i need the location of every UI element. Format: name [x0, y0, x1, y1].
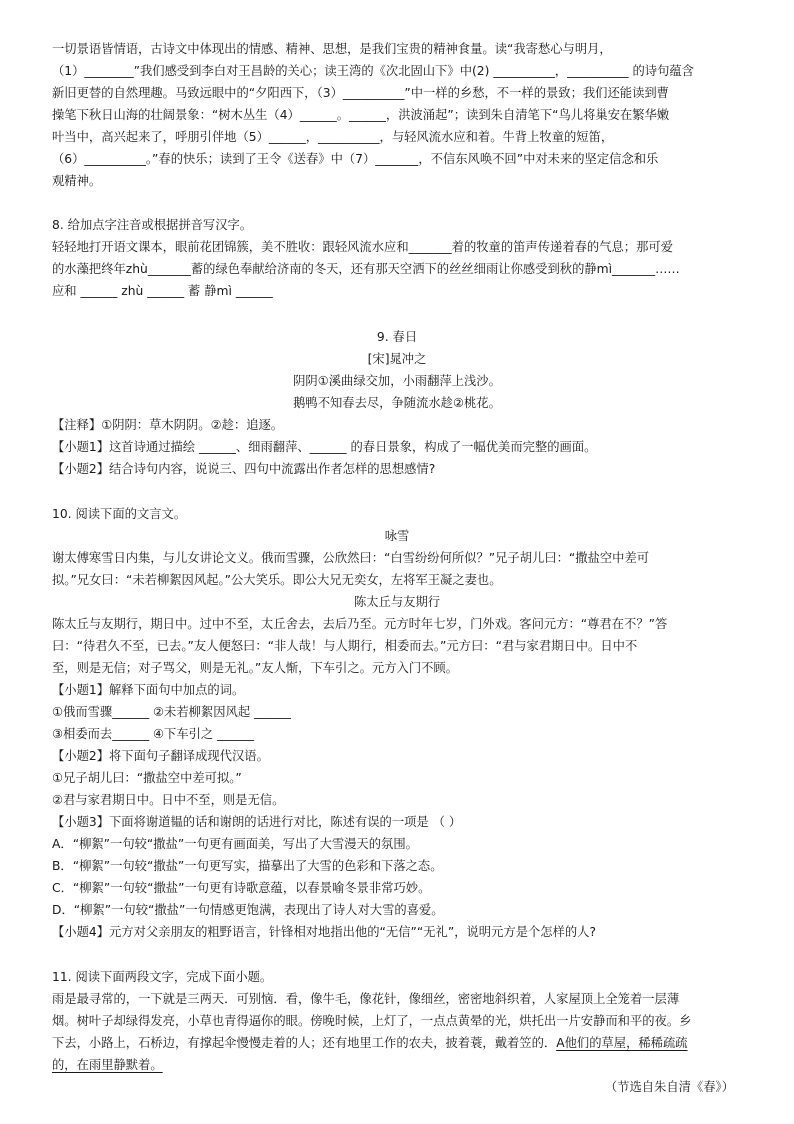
q10-subquestion-2: 【小题2】将下面句子翻译成现代汉语。	[52, 749, 269, 763]
q9-poem-line-2: 鹅鸭不知春去尽，争随流水趁②桃花。	[293, 396, 501, 410]
q11-source: （节选自朱自清《春》）	[604, 1080, 734, 1094]
q11-line-1: 雨是最寻常的，一下就是三两天．可别恼．看，像牛毛，像花针，像细丝，密密地斜织着，人家屋顶上全笼着一层薄	[52, 992, 680, 1006]
q10-option-d: D．“柳絮”一句较“撒盐”一句情感更饱满，表现出了诗人对大雪的喜爱。	[52, 903, 444, 917]
q9-note: 【注释】①阴阴：草木阴阴。②趁：追逐。	[52, 418, 284, 432]
q7-line-3: 新旧更替的自然理趣。马致远眼中的“夕阳西下，（3）__________”中一样的乡愁，不一样的景致；我们还能读到曹	[52, 86, 669, 100]
q10-text-1a: 谢太傅寒雪日内集，与儿女讲论文义。俄而雪骤，公欣然曰：“白雪纷纷何所似？”兄子胡儿曰：“撒盐空中差可	[52, 551, 650, 565]
q11-line-4	[52, 1054, 742, 1076]
q10-subquestion-1-items-a: ①俄而雪骤______ ②未若柳絮因风起 ______	[52, 705, 291, 719]
q10-subquestion-2-item-2: ②君与家君期日中。日中不至，则是无信。	[52, 793, 285, 807]
q10-text-1b: 拟。”兄女曰：“未若柳絮因风起。”公大笑乐。即公大兄无奕女，左将军王凝之妻也。	[52, 573, 502, 587]
q10-option-b: B．“柳絮”一句较“撒盐”一句更写实，描摹出了大雪的色彩和下落之态。	[52, 859, 443, 873]
q7-line-4: 操笔下秋日山海的壮阔景象：“树木丛生（4）______。______，洪波涌起”；读到朱自清笔下“鸟儿将巢安在繁华嫩	[52, 108, 670, 122]
q10-option-c: C．“柳絮”一句较“撒盐”一句更有诗歌意蕴，以春景喻冬景非常巧妙。	[52, 881, 431, 895]
q9-poem-line-1: 阴阴①溪曲绿交加，小雨翻萍上浅沙。	[293, 374, 501, 388]
q11-underlined-sentence-part-2: 的，在雨里静默着。	[52, 1058, 163, 1072]
q10-subquestion-1-items-b: ③相委而去______ ④下车引之 ______	[52, 727, 255, 741]
q8-line-2: 的水藻把终年zhù_______蓄的绿色奉献给济南的冬天，还有那天空洒下的丝丝细雨让你感受到秋的静mì_______……	[52, 262, 680, 276]
q11-title: 11. 阅读下面两段文字，完成下面小题。	[52, 970, 273, 984]
q11-underlined-sentence-part-1: A他们的草屋，稀稀疏疏	[556, 1036, 688, 1050]
q10-text-2b: 曰：“待君久不至，已去。”友人便怒曰：“非人哉！与人期行，相委而去。”元方曰：“君与家君期日中。日中不	[52, 639, 638, 653]
q10-subquestion-1: 【小题1】解释下面句中加点的词。	[52, 683, 245, 697]
q9-author: [宋]晁冲之	[367, 352, 427, 366]
q8-line-1: 轻轻地打开语文课本，眼前花团锦簇，美不胜收：跟轻风流水应和_______着的牧童的笛声传递着春的气息；那可爱	[52, 240, 673, 254]
q11-line-3	[52, 1032, 742, 1054]
q10-title: 10. 阅读下面的文言文。	[52, 507, 187, 521]
q10-heading-yongxue: 咏雪	[384, 529, 410, 543]
q7-line-6: （6）__________。”春的快乐；读到了王令《送春》中（7）_______，不信东风唤不回”中对未来的坚定信念和乐	[52, 152, 659, 166]
q10-heading-chentaiqiu: 陈太丘与友期行	[353, 595, 441, 609]
q10-text-2c: 至，则是无信；对子骂父，则是无礼。”友人惭，下车引之。元方入门不顾。	[52, 661, 459, 675]
q10-subquestion-2-item-1: ①兄子胡儿曰：“撒盐空中差可拟。”	[52, 771, 242, 785]
q9-subquestion-2: 【小题2】结合诗句内容，说说三、四句中流露出作者怎样的思想感情?	[52, 462, 436, 476]
q8-title: 8. 给加点字注音或根据拼音写汉字。	[52, 218, 253, 232]
q10-option-a: A．“柳絮”一句较“撒盐”一句更有画面美，写出了大雪漫天的氛围。	[52, 837, 418, 851]
q7-line-2: （1）________”我们感受到李白对王昌龄的关心；读王湾的《次北固山下》中(2) __________，__________ 的诗句蕴含	[52, 64, 694, 78]
q7-line-1: 一切景语皆情语，古诗文中体现出的情感、精神、思想，是我们宝贵的精神食量。读“我寄愁心与明月，	[52, 42, 612, 56]
q11-line-2: 烟。树叶子却绿得发亮，小草也青得逼你的眼。傍晚时候，上灯了，一点点黄晕的光，烘托出一片安静而和平的夜。乡	[52, 1014, 692, 1028]
q10-subquestion-3: 【小题3】下面将谢道韫的话和谢朗的话进行对比，陈述有误的一项是 （ ）	[52, 815, 462, 829]
q10-subquestion-4: 【小题4】元方对父亲朋友的粗野语言，针锋相对地指出他的“无信”“无礼”，说明元方是个怎样的人?	[52, 925, 597, 939]
q8-answer-line: 应和 ______ zhù ______ 蓄 静mì ______	[52, 284, 273, 298]
q9-subquestion-1: 【小题1】这首诗通过描绘 ______、细雨翻萍、______ 的春日景象，构成了一幅优美而完整的画面。	[52, 440, 597, 454]
q9-title: 9. 春日	[376, 330, 418, 344]
q10-text-2a: 陈太丘与友期行，期日中。过中不至，太丘舍去，去后乃至。元方时年七岁，门外戏。客问元方：“尊君在不？”答	[52, 617, 668, 631]
q7-line-7: 观精神。	[52, 174, 102, 188]
q11-line-3-text: 下去，小路上，石桥边，有撑起伞慢慢走着的人；还有地里工作的农夫，披着蓑，戴着笠的．	[52, 1036, 557, 1050]
q7-line-5: 叶当中，高兴起来了，呼朋引伴地（5）______，__________，与轻风流水应和着。牛背上牧童的短笛，	[52, 130, 614, 144]
